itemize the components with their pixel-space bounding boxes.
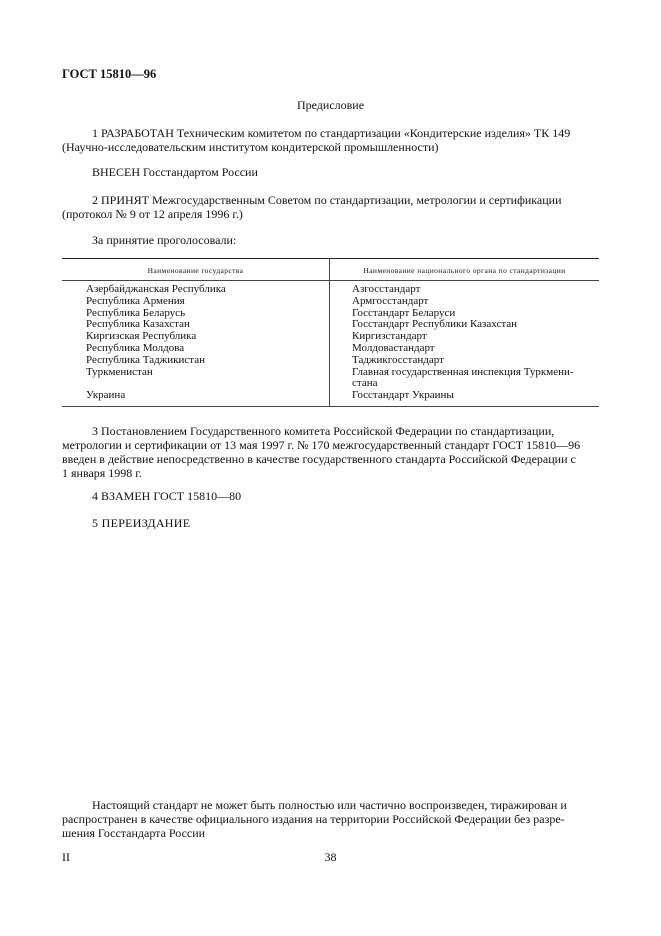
paragraph-line: За принятие проголосовали: <box>92 233 237 247</box>
table-column-states <box>86 284 326 402</box>
paragraph-line: 1 января 1998 г. <box>62 466 142 480</box>
paragraph-line: 5 ПЕРЕИЗДАНИЕ <box>92 516 191 530</box>
table-cell-state: Азербайджанская Республика <box>86 283 226 295</box>
table-top-rule <box>62 258 599 259</box>
table-column-bodies <box>352 284 592 402</box>
table-header-state: Наименование государства <box>147 266 244 275</box>
paragraph-adopted-by <box>62 193 599 221</box>
table-cell-state: Украина <box>86 389 126 402</box>
table-cell-body: Армгосстандарт <box>352 294 429 307</box>
table-cell-state: Республика Казахстан <box>86 318 190 331</box>
paragraph-voted <box>62 233 599 247</box>
table-cell-body: Госстандарт Республики Казахстан <box>352 318 518 331</box>
paragraph-line: Настоящий стандарт не может быть полностью или частично воспроизведен, тиражирован и <box>92 798 567 812</box>
roman-page-number: II <box>62 850 70 864</box>
paragraph-developed-by <box>62 126 599 154</box>
table-header-rule <box>62 280 599 281</box>
voting-table <box>62 258 599 407</box>
table-cell-body: Молдовастандарт <box>352 341 435 354</box>
section-heading: Предисловие <box>296 98 365 112</box>
table-column-divider <box>329 258 330 407</box>
paragraph-line: шения Госстандарта России <box>62 826 206 840</box>
table-cell-state: Республика Беларусь <box>86 306 186 319</box>
paragraph-line: метрологии и сертификации от 13 мая 1997 г. № 170 межгосударственный стандарт ГОСТ 15810—96 <box>62 438 581 452</box>
table-cell-state: Республика Молдова <box>86 341 185 354</box>
paragraph-line: (Научно-исследовательским институтом кондитерской промышленности) <box>62 140 439 154</box>
table-cell-body: Таджикгосстандарт <box>352 353 444 366</box>
table-cell-state: Республика Армения <box>86 294 185 307</box>
paragraph-introduced-by <box>62 165 599 179</box>
table-header-body: Наименование национального органа по стандартизации <box>363 266 566 275</box>
page-number: 38 <box>324 850 337 864</box>
table-cell-body: Главная государственная инспекция Туркмени-стана <box>352 365 574 390</box>
copyright-notice <box>62 798 599 840</box>
paragraph-enacted <box>62 424 599 480</box>
paragraph-line: 4 ВЗАМЕН ГОСТ 15810—80 <box>92 489 242 503</box>
table-cell-body: Госстандарт Беларуси <box>352 306 456 319</box>
table-cell-body: Азгосстандарт <box>352 283 421 295</box>
table-cell-state: Туркменистан <box>86 365 153 378</box>
table-cell-state: Киргизская Республика <box>86 330 197 343</box>
paragraph-line: распространен в качестве официального издания на территории Российской Федерации без разре- <box>62 812 565 826</box>
paragraph-line: (протокол № 9 от 12 апреля 1996 г.) <box>62 207 243 221</box>
paragraph-line: введен в действие непосредственно в качестве государственного стандарта Российской Федерации с <box>62 452 576 466</box>
paragraph-replaces <box>62 489 599 503</box>
paragraph-line: ВНЕСЕН Госстандартом России <box>92 165 258 179</box>
paragraph-line: 3 Постановлением Государственного комитета Российской Федерации по стандартизации, <box>92 424 555 438</box>
paragraph-reissue <box>62 516 599 530</box>
document-code: ГОСТ 15810—96 <box>62 67 157 81</box>
table-cell-body: Госстандарт Украины <box>352 389 454 402</box>
paragraph-line: 2 ПРИНЯТ Межгосударственным Советом по стандартизации, метрологии и сертификации <box>92 193 562 207</box>
table-cell-body: Киргизстандарт <box>352 330 427 343</box>
paragraph-line: 1 РАЗРАБОТАН Техническим комитетом по стандартизации «Кондитерские изделия» ТК 149 <box>92 126 571 140</box>
table-cell-state: Республика Таджикистан <box>86 353 205 366</box>
table-bottom-rule <box>62 406 599 407</box>
